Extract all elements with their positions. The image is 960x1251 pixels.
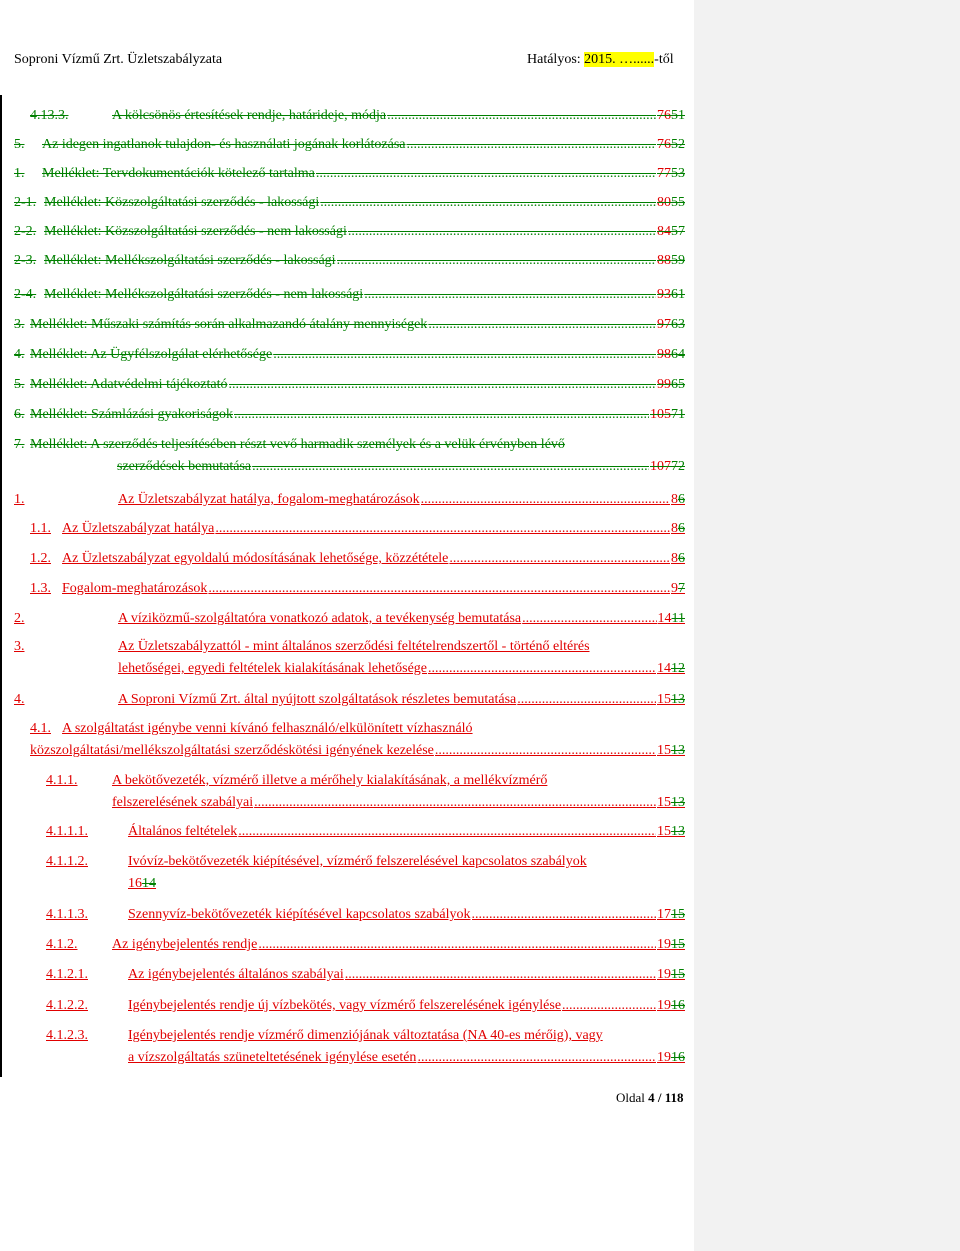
toc-page-new: 15	[657, 795, 671, 810]
footer-total-pages: 118	[664, 1090, 684, 1105]
toc-entry-page	[657, 136, 685, 153]
footer-label: Oldal	[616, 1090, 649, 1105]
toc-page-old: 84	[657, 224, 671, 239]
toc-entry-title-line2: a vízszolgáltatás szüneteltetésének igénylése esetén	[128, 1050, 417, 1065]
toc-entry-number: 7.	[14, 437, 25, 452]
toc-page-new: 61	[671, 287, 685, 302]
toc-entry-number: 4.1.	[30, 721, 51, 736]
toc-entry-page	[657, 794, 685, 811]
toc-entry-title: A bekötővezeték, vízmérő illetve a mérőhely kialakításának, a mellékvízmérő	[112, 773, 548, 788]
toc-entry-title: Az Üzletszabályzat egyoldalú módosításának lehetősége, közzététele	[62, 551, 449, 566]
toc-entry-number: 1.	[14, 166, 25, 181]
toc-entry-page	[658, 610, 685, 627]
toc-entry-deleted	[14, 406, 685, 423]
toc-page-old: 97	[657, 317, 671, 332]
toc-page-new: 16	[128, 876, 142, 891]
toc-page-old: 107	[650, 459, 671, 474]
toc-entry-inserted	[46, 966, 685, 983]
toc-page-new: 51	[671, 108, 685, 123]
toc-leader-dots	[238, 823, 656, 840]
toc-page-new: 8	[671, 492, 678, 507]
toc-entry-deleted	[14, 286, 685, 303]
toc-entry-title: Melléklet: Mellékszolgáltatási szerződés - nem lakossági	[44, 287, 364, 302]
toc-entry-deleted	[14, 346, 685, 363]
toc-entry-number: 4.1.2.	[46, 937, 78, 952]
toc-page-new: 15	[657, 824, 671, 839]
toc-entry-number: 5.	[14, 377, 25, 392]
toc-entry-number: 4.13.3.	[30, 108, 69, 123]
toc-page-new: 8	[671, 521, 678, 536]
toc-entry-page	[657, 286, 685, 303]
toc-entry-inserted-continued	[118, 660, 685, 677]
toc-entry-title: A Soproni Vízmű Zrt. által nyújtott szolgáltatások részletes bemutatása	[118, 692, 517, 707]
toc-entry-page	[657, 691, 685, 708]
toc-entry-title: Igénybejelentés rendje új vízbekötés, vagy vízmérő felszerelésének igénylése	[128, 998, 562, 1013]
toc-leader-dots	[421, 491, 670, 508]
toc-entry-title: Szennyvíz-bekötővezeték kiépítésével kapcsolatos szabályok	[128, 907, 471, 922]
toc-entry-title: Melléklet: A szerződés teljesítésében részt vevő harmadik személyek és a velük érvényben lévő	[30, 437, 565, 452]
header-effective-highlight: 2015. …......	[584, 52, 655, 67]
toc-entry-deleted	[14, 165, 685, 182]
toc-leader-dots	[254, 794, 656, 811]
toc-page-new: 57	[671, 224, 685, 239]
toc-entry-number: 3.	[14, 317, 25, 332]
toc-leader-dots	[215, 520, 670, 537]
toc-entry-deleted	[14, 376, 685, 393]
toc-leader-dots	[417, 1049, 656, 1066]
toc-page-new: 59	[671, 253, 685, 268]
toc-page-old: 15	[671, 907, 685, 922]
toc-entry-page	[657, 1049, 685, 1066]
toc-entry-page	[657, 107, 685, 124]
toc-page-old: 12	[671, 661, 685, 676]
toc-entry-title-line2: lehetőségei, egyedi feltételek kialakításának lehetősége	[118, 661, 428, 676]
toc-entry-page	[671, 550, 685, 567]
toc-entry-title: Általános feltételek	[128, 824, 238, 839]
toc-entry-title: A szolgáltatást igénybe venni kívánó felhasználó/elkülönített vízhasználó	[62, 721, 473, 736]
toc-entry-page	[657, 823, 685, 840]
toc-entry-inserted-continued	[128, 1049, 685, 1066]
toc-page-old: 13	[671, 795, 685, 810]
toc-page-old: 16	[671, 998, 685, 1013]
toc-entry-page	[657, 997, 685, 1014]
toc-leader-dots	[320, 194, 656, 211]
toc-page-new: 52	[671, 137, 685, 152]
toc-leader-dots	[252, 458, 649, 475]
toc-entry-inserted-continued	[46, 875, 156, 892]
toc-leader-dots	[258, 936, 656, 953]
toc-entry-number: 4.1.2.2.	[46, 998, 88, 1013]
toc-entry-number: 4.1.1.2.	[46, 854, 88, 869]
toc-page-old: 99	[657, 377, 671, 392]
toc-page-new: 71	[671, 407, 685, 422]
toc-leader-dots	[208, 580, 670, 597]
toc-entry-title: Melléklet: Mellékszolgáltatási szerződés - lakossági	[44, 253, 336, 268]
toc-page-new: 17	[657, 907, 671, 922]
toc-entry-number: 4.1.1.1.	[46, 824, 88, 839]
toc-entry-number: 4.1.2.3.	[46, 1028, 88, 1043]
toc-leader-dots	[316, 165, 656, 182]
toc-page-new: 63	[671, 317, 685, 332]
toc-entry-inserted	[14, 610, 685, 627]
toc-entry-inserted	[46, 853, 685, 870]
toc-entry-deleted	[14, 194, 685, 211]
toc-entry-page	[657, 252, 685, 269]
toc-entry-title: Igénybejelentés rendje vízmérő dimenziójának változtatása (NA 40-es mérőig), vagy	[128, 1028, 603, 1043]
toc-entry-inserted	[46, 1027, 685, 1044]
toc-page-new: 65	[671, 377, 685, 392]
toc-entry-number: 4.1.1.	[46, 773, 78, 788]
toc-entry-title-line2: közszolgáltatási/mellékszolgáltatási szerződéskötési igényének kezelése	[30, 743, 434, 758]
toc-leader-dots	[517, 691, 656, 708]
toc-entry-number: 4.1.1.3.	[46, 907, 88, 922]
toc-entry-page	[657, 906, 685, 923]
markup-sidebar	[694, 0, 960, 1251]
toc-leader-dots	[428, 316, 656, 333]
toc-leader-dots	[562, 997, 656, 1014]
toc-entry-number: 2.	[14, 611, 25, 626]
toc-page-old: 7	[678, 581, 685, 596]
toc-leader-dots	[406, 136, 656, 153]
toc-page-new: 19	[657, 998, 671, 1013]
toc-entry-title: Az Üzletszabályzattól - mint általános szerződési feltételrendszertől - történő eltérés	[118, 639, 590, 654]
toc-page-new: 19	[657, 937, 671, 952]
toc-entry-page	[657, 346, 685, 363]
toc-entry-number: 1.1.	[30, 521, 51, 536]
toc-entry-deleted	[14, 436, 565, 453]
toc-entry-page	[671, 491, 685, 508]
toc-page-old: 14	[142, 876, 156, 891]
toc-entry-deleted	[30, 107, 685, 124]
toc-leader-dots	[428, 660, 656, 677]
toc-page-old: 105	[650, 407, 671, 422]
toc-entry-inserted	[30, 550, 685, 567]
toc-entry-title: A víziközmű-szolgáltatóra vonatkozó adatok, a tevékenység bemutatása	[118, 611, 522, 626]
toc-entry-page	[671, 520, 685, 537]
toc-entry-page	[657, 742, 685, 759]
header-effective-suffix: -től	[654, 52, 674, 67]
toc-page-old: 11	[671, 611, 685, 626]
toc-entry-page	[657, 936, 685, 953]
toc-entry-number: 2-1.	[14, 195, 37, 210]
toc-entry-inserted	[46, 997, 685, 1014]
toc-entry-number: 1.3.	[30, 581, 51, 596]
toc-page-new: 64	[671, 347, 685, 362]
toc-page-new: 9	[671, 581, 678, 596]
toc-leader-dots	[364, 286, 656, 303]
toc-leader-dots	[337, 252, 656, 269]
toc-entry-page	[657, 223, 685, 240]
toc-entry-deleted	[14, 252, 685, 269]
toc-entry-inserted	[46, 906, 685, 923]
toc-page-new: 15	[657, 743, 671, 758]
toc-entry-number: 2-4.	[14, 287, 37, 302]
toc-leader-dots	[435, 742, 656, 759]
toc-entry-number: 4.	[14, 692, 25, 707]
toc-leader-dots	[234, 406, 649, 423]
toc-entry-deleted	[14, 136, 685, 153]
toc-page-new: 72	[671, 459, 685, 474]
toc-entry-page	[657, 165, 685, 182]
toc-entry-title: Melléklet: Számlázási gyakoriságok	[30, 407, 233, 422]
toc-entry-inserted	[46, 936, 685, 953]
toc-entry-title: Az igénybejelentés rendje	[112, 937, 258, 952]
toc-page-old: 80	[657, 195, 671, 210]
toc-leader-dots	[229, 376, 657, 393]
toc-entry-page	[650, 406, 685, 423]
toc-entry-title: Melléklet: Az Ügyfélszolgálat elérhetősége	[30, 347, 273, 362]
toc-entry-title: Az Üzletszabályzat hatálya, fogalom-meghatározások	[118, 492, 420, 507]
toc-entry-number: 3.	[14, 639, 25, 654]
toc-page-old: 98	[657, 347, 671, 362]
toc-entry-number: 1.2.	[30, 551, 51, 566]
toc-entry-title: Az Üzletszabályzat hatálya	[62, 521, 215, 536]
toc-page-old: 16	[671, 1050, 685, 1065]
toc-entry-number: 2-2.	[14, 224, 37, 239]
toc-entry-title: Melléklet: Közszolgáltatási szerződés - lakossági	[44, 195, 320, 210]
toc-entry-number: 4.1.2.1.	[46, 967, 88, 982]
toc-page-old: 76	[657, 108, 671, 123]
toc-entry-page	[657, 966, 685, 983]
toc-entry-page	[657, 660, 685, 677]
toc-entry-inserted	[14, 491, 685, 508]
toc-entry-number: 2-3.	[14, 253, 37, 268]
toc-entry-page	[650, 458, 685, 475]
toc-entry-number: 4.	[14, 347, 25, 362]
toc-page-new: 14	[657, 611, 672, 626]
toc-entry-title: Az idegen ingatlanok tulajdon- és használati jogának korlátozása	[42, 137, 406, 152]
toc-entry-page	[46, 875, 156, 892]
toc-entry-title: Az igénybejelentés általános szabályai	[128, 967, 344, 982]
toc-leader-dots	[387, 107, 656, 124]
toc-page-old: 15	[671, 937, 685, 952]
toc-entry-inserted	[30, 580, 685, 597]
toc-page-new: 53	[671, 166, 685, 181]
toc-leader-dots	[345, 966, 656, 983]
footer-current-page: 4	[648, 1090, 655, 1105]
toc-entry-deleted	[14, 316, 685, 333]
toc-page-new: 19	[657, 967, 671, 982]
toc-page-old: 13	[671, 743, 685, 758]
toc-entry-inserted	[30, 720, 685, 737]
toc-page-old: 76	[657, 137, 671, 152]
toc-entry-inserted	[14, 638, 685, 655]
toc-entry-inserted-continued	[112, 794, 685, 811]
toc-entry-inserted-continued	[30, 742, 685, 759]
toc-entry-deleted-continued	[117, 458, 685, 475]
toc-leader-dots	[472, 906, 657, 923]
header-effective-label: Hatályos:	[527, 52, 585, 67]
toc-entry-title: Melléklet: Műszaki számítás során alkalmazandó átalány mennyiségek	[30, 317, 428, 332]
toc-page-old: 88	[657, 253, 671, 268]
toc-entry-title: Melléklet: Közszolgáltatási szerződés - nem lakossági	[44, 224, 347, 239]
toc-entry-inserted	[46, 772, 685, 789]
toc-leader-dots	[522, 610, 656, 627]
toc-entry-title: Fogalom-meghatározások	[62, 581, 208, 596]
toc-leader-dots	[273, 346, 656, 363]
toc-page-new: 8	[671, 551, 678, 566]
toc-page-old: 6	[678, 492, 685, 507]
toc-entry-inserted	[30, 520, 685, 537]
toc-leader-dots	[348, 223, 656, 240]
toc-page-new: 14	[657, 661, 671, 676]
toc-entry-title: Melléklet: Adatvédelmi tájékoztató	[30, 377, 228, 392]
toc-page-old: 6	[678, 521, 685, 536]
toc-entry-inserted	[46, 823, 685, 840]
header-title: Soproni Vízmű Zrt. Üzletszabályzata	[14, 52, 223, 67]
footer-separator: /	[654, 1090, 665, 1105]
toc-page-old: 15	[671, 967, 685, 982]
toc-leader-dots	[449, 550, 670, 567]
toc-page-old: 6	[678, 551, 685, 566]
toc-entry-title: A kölcsönös értesítések rendje, határideje, módja	[112, 108, 387, 123]
toc-entry-page	[657, 376, 685, 393]
toc-entry-page	[671, 580, 685, 597]
toc-page-old: 13	[671, 824, 685, 839]
toc-page-old: 77	[657, 166, 671, 181]
toc-page-new: 55	[671, 195, 685, 210]
toc-page-old: 13	[671, 692, 685, 707]
toc-page-old: 93	[657, 287, 671, 302]
page-footer	[616, 1090, 684, 1106]
toc-entry-title-line2: felszerelésének szabályai	[112, 795, 254, 810]
toc-entry-title: Melléklet: Tervdokumentációk kötelező tartalma	[42, 166, 315, 181]
toc-entry-page	[657, 316, 685, 333]
toc-entry-page	[657, 194, 685, 211]
toc-entry-title-line2: szerződések bemutatása	[117, 459, 252, 474]
toc-entry-number: 5.	[14, 137, 25, 152]
toc-entry-deleted	[14, 223, 685, 240]
toc-entry-title: Ivóvíz-bekötővezeték kiépítésével, vízmérő felszerelésével kapcsolatos szabályok	[128, 854, 587, 869]
toc-entry-number: 1.	[14, 492, 25, 507]
toc-entry-number: 6.	[14, 407, 25, 422]
toc-entry-inserted	[14, 691, 685, 708]
toc-page-new: 19	[657, 1050, 671, 1065]
toc-page-new: 15	[657, 692, 671, 707]
